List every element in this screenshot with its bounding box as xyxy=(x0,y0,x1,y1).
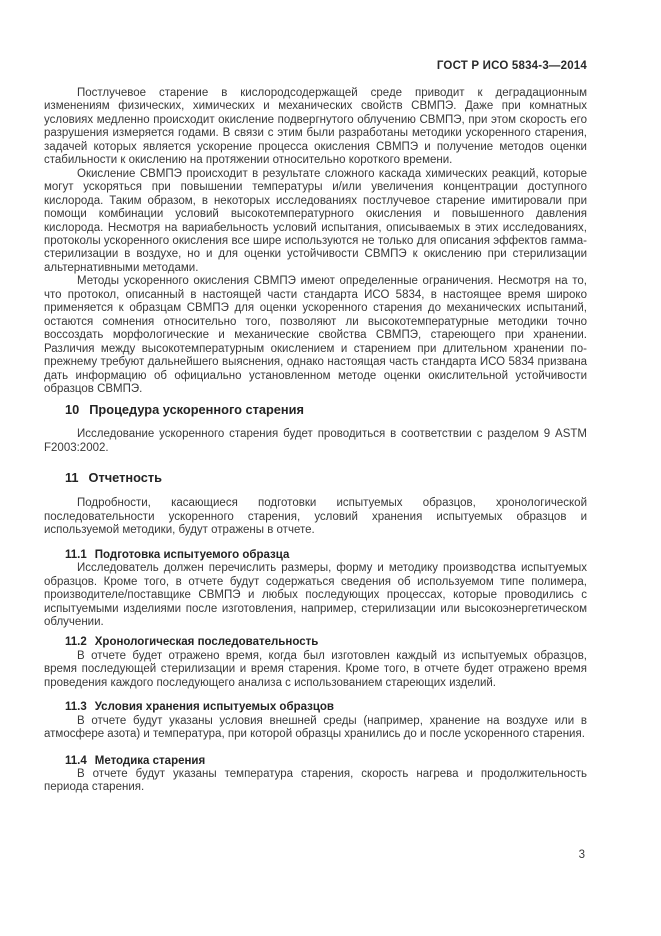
section-heading-10 xyxy=(65,402,587,417)
subsection-title: Хронологическая последовательность xyxy=(94,636,319,649)
section-11-paragraph: Подробности, касающиеся подготовки испытуемых образцов, хронологической последовательности ускоренного старения, условий хранения испытуемых образцов и используемой методики, будут отражены в отчете. xyxy=(44,497,587,537)
subsection-title: Условия хранения испытуемых образцов xyxy=(94,701,335,714)
section-number: 10 xyxy=(65,402,80,418)
subsection-title: Подготовка испытуемого образца xyxy=(94,548,290,561)
subsection-heading-11-3 xyxy=(65,701,587,714)
intro-paragraph-2: Окисление СВМПЭ происходит в результате сложного каскада химических реакций, которые могут ускоряться при повышении температуры и/или увеличения концентрации доступного кислорода. Таким образом, в некоторых исследованиях постлучевое старение имитировали при помощи комбинации условий высокотемпературного окисления и повышенного давления кислорода. Несмотря на вариабельность условий испытания, описываемых в этих исследованиях, протоколы ускоренного окисления все шире используются не только для описания эффектов гамма-стерилизации в воздухе, но и для оценки устойчивости СВМПЭ к окислению при стерилизации альтернативными методами. xyxy=(44,167,587,274)
section-title: Процедура ускоренного старения xyxy=(89,402,304,418)
section-10-paragraph: Исследование ускоренного старения будет проводиться в соответствии с разделом 9 ASTM F2003:2002. xyxy=(44,428,587,454)
subsection-11-2-paragraph: В отчете будет отражено время, когда был изготовлен каждый из испытуемых образцов, время последующей стерилизации и время старения. Кроме того, в отчете будет отражено время проведения каждого последующего анализа с использованием стареющих изделий. xyxy=(44,649,587,689)
section-number: 11 xyxy=(65,470,79,486)
subsection-heading-11-1 xyxy=(65,549,587,562)
subsection-number: 11.1 xyxy=(65,548,87,561)
document-header-standard-number: ГОСТ Р ИСО 5834-3—2014 xyxy=(436,60,587,72)
subsection-11-4-paragraph: В отчете будут указаны температура старения, скорость нагрева и продолжительность периода старения. xyxy=(44,768,587,794)
subsection-number: 11.2 xyxy=(65,636,87,649)
subsection-number: 11.3 xyxy=(65,701,87,714)
subsection-11-1-paragraph: Исследователь должен перечислить размеры, форму и методику производства испытуемых образцов. Кроме того, в отчете будут содержаться сведения об используемом типе полимера, производителе/поставщике СВМПЭ и любых последующих процессах, которые проводились с испытуемыми изделиями после изготовления, например, стерилизации или высокоэнергетическом облучении. xyxy=(44,562,587,628)
section-title: Отчетность xyxy=(88,470,163,486)
subsection-number: 11.4 xyxy=(65,754,87,767)
document-body xyxy=(44,87,587,795)
subsection-heading-11-4 xyxy=(65,755,587,768)
intro-paragraph-1: Постлучевое старение в кислородсодержащей среде приводит к деградационным изменениям физических, химических и механических свойств СВМПЭ. Даже при комнатных условиях медленно происходит окисление подвергнутого облучению СВМПЭ, при этом скорость его разрушения измеряется годами. В связи с этим были разработаны методики ускоренного старения, задачей которых является ускорение процесса окисления СВМПЭ и получение методов оценки стабильности к окислению на протяжении относительно короткого времени. xyxy=(44,87,587,167)
subsection-title: Методика старения xyxy=(94,754,206,767)
subsection-heading-11-2 xyxy=(65,636,587,649)
intro-paragraph-3: Методы ускоренного окисления СВМПЭ имеют определенные ограничения. Несмотря на то, что протокол, описанный в настоящей части стандарта ИСО 5834, в настоящее время широко применяется к образцам СВМПЭ для оценки ускоренного старения до механических испытаний, остаются сомнения относительно того, позволяют ли высокотемпературные методики точно воссоздать морфологические и механические свойства СВМПЭ, стареющего при хранении. Различия между высокотемпературным окислением и старением при длительном хранении по-прежнему требуют дальнейшего выяснения, однако настоящая часть стандарта ИСО 5834 призвана дать информацию об официально установленном методе оценки окислительной устойчивости образцов СВМПЭ. xyxy=(44,275,587,395)
page-number: 3 xyxy=(578,849,585,861)
section-heading-11 xyxy=(65,470,587,485)
subsection-11-3-paragraph: В отчете будут указаны условия внешней среды (например, хранение на воздухе или в атмосфере азота) и температура, при которой образцы хранились до и после ускоренного старения. xyxy=(44,714,587,741)
